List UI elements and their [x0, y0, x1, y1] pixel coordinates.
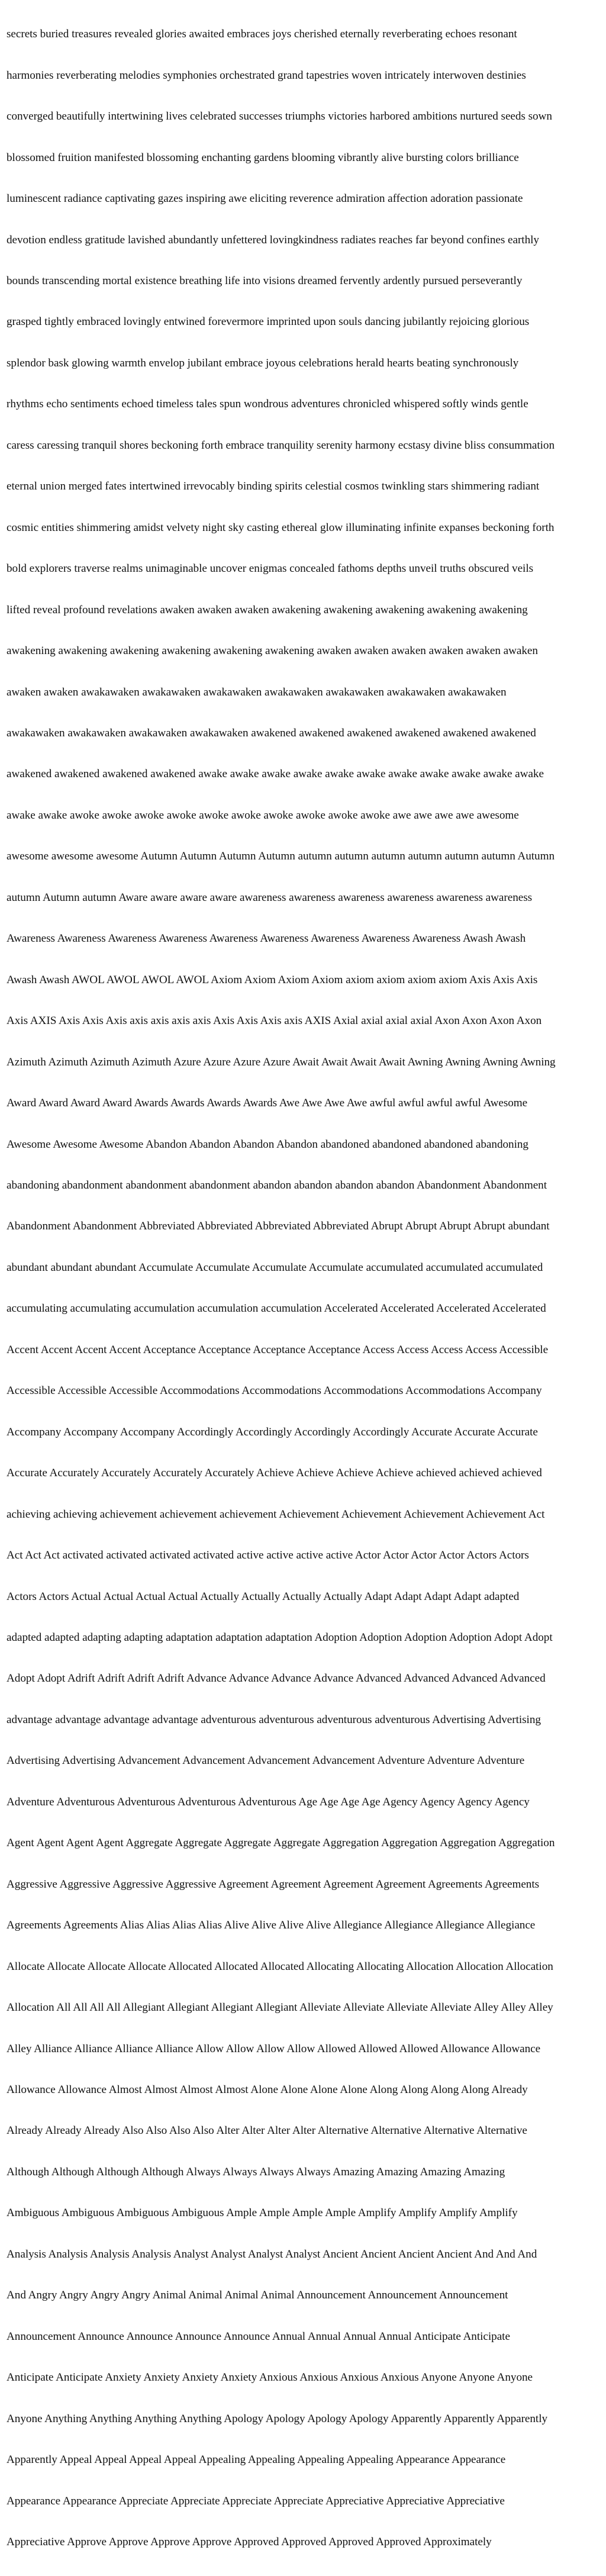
text-line: Act Act Act activated activated activated activated active active active active Actor Actor Actor Actor Actors Actors — [7, 1549, 529, 1562]
document-body-text — [7, 0, 601, 2576]
text-line: awake awake awoke awoke awoke awoke awoke awoke awoke awoke awoke awoke awe awe awe awe awesome — [7, 809, 519, 822]
text-line: Ambiguous Ambiguous Ambiguous Ambiguous Ample Ample Ample Ample Amplify Amplify Amplify Amplify — [7, 2207, 518, 2220]
text-line: grasped tightly embraced lovingly entwined forevermore imprinted upon souls dancing jubilantly rejoicing glorious — [7, 315, 530, 329]
text-line: blossomed fruition manifested blossoming enchanting gardens blooming vibrantly alive bursting colors brilliance — [7, 151, 519, 164]
text-line: achieving achieving achievement achievement achievement Achievement Achievement Achievement Achievement Act — [7, 1508, 545, 1521]
text-line: Agreements Agreements Alias Alias Alias Alias Alive Alive Alive Alive Allegiance Allegiance Allegiance Allegiance — [7, 1919, 536, 1932]
text-line: secrets buried treasures revealed glories awaited embraces joys cherished eternally reverberating echoes resonant — [7, 28, 517, 41]
text-line: Apparently Appeal Appeal Appeal Appeal Appealing Appealing Appealing Appealing Appearance Appearance — [7, 2453, 506, 2466]
text-line: luminescent radiance captivating gazes inspiring awe eliciting reverence admiration affection adoration passionate — [7, 192, 523, 205]
text-line: awakening awakening awakening awakening awakening awakening awaken awaken awaken awaken awaken awaken — [7, 645, 538, 658]
text-line: Aggressive Aggressive Aggressive Aggressive Agreement Agreement Agreement Agreement Agreements Agreements — [7, 1878, 540, 1891]
text-line: abundant abundant abundant Accumulate Accumulate Accumulate Accumulate accumulated accumulated accumulated — [7, 1261, 543, 1274]
text-line: Accent Accent Accent Accent Acceptance Acceptance Acceptance Acceptance Access Access Access Access Accessible — [7, 1343, 549, 1356]
text-line: eternal union merged fates intertwined irrevocably binding spirits celestial cosmos twinkling stars shimmering radiant — [7, 480, 540, 493]
text-line: converged beautifully intertwining lives celebrated successes triumphs victories harbored ambitions nurtured seeds sown — [7, 110, 552, 123]
text-line: And Angry Angry Angry Angry Animal Animal Animal Animal Announcement Announcement Announcement — [7, 2289, 508, 2302]
text-line: Accompany Accompany Accompany Accordingly Accordingly Accordingly Accordingly Accurate Accurate Accurate — [7, 1425, 538, 1438]
text-line: autumn Autumn autumn Aware aware aware aware awareness awareness awareness awareness awareness awareness — [7, 891, 533, 904]
text-line: Awareness Awareness Awareness Awareness Awareness Awareness Awareness Awareness Awareness Awash Awash — [7, 932, 526, 945]
text-line: bold explorers traverse realms unimaginable uncover enigmas concealed fathoms depths unveil truths obscured veils — [7, 562, 534, 575]
text-line: lifted reveal profound revelations awaken awaken awaken awakening awakening awakening awakening awakening — [7, 603, 528, 616]
text-line: Abandonment Abandonment Abbreviated Abbreviated Abbreviated Abbreviated Abrupt Abrupt Abrupt Abrupt abundant — [7, 1220, 550, 1233]
text-line: Actors Actors Actual Actual Actual Actual Actually Actually Actually Actually Adapt Adapt Adapt Adapt adapted — [7, 1590, 520, 1603]
text-line: Awash Awash AWOL AWOL AWOL AWOL Axiom Axiom Axiom Axiom axiom axiom axiom axiom Axis Axis Axis — [7, 973, 538, 986]
text-line: bounds transcending mortal existence breathing life into visions dreamed fervently ardently pursued perseverantly — [7, 275, 523, 288]
text-line: Already Already Already Also Also Also Also Alter Alter Alter Alter Alternative Alternative Alternative Alternative — [7, 2124, 527, 2137]
text-line: Axis AXIS Axis Axis Axis axis axis axis axis Axis Axis Axis axis AXIS Axial axial axial axial Axon Axon Axon Axon — [7, 1015, 542, 1028]
text-line: splendor bask glowing warmth envelop jubilant embrace joyous celebrations herald hearts beating synchronously — [7, 356, 519, 369]
text-line: caress caressing tranquil shores beckoning forth embrace tranquility serenity harmony ecstasy divine bliss consummation — [7, 439, 555, 452]
text-line: Anyone Anything Anything Anything Anything Apology Apology Apology Apology Apparently Apparently Apparently — [7, 2412, 548, 2425]
text-line: Announcement Announce Announce Announce Announce Annual Annual Annual Annual Anticipate Anticipate — [7, 2330, 510, 2343]
text-line: accumulating accumulating accumulation accumulation accumulation Accelerated Accelerated Accelerated Accelerated — [7, 1302, 546, 1315]
text-line: abandoning abandonment abandonment abandonment abandon abandon abandon abandon Abandonment Abandonment — [7, 1179, 547, 1192]
text-line: rhythms echo sentiments echoed timeless tales spun wondrous adventures chronicled whispered softly winds gentle — [7, 398, 528, 411]
text-line: Allocation All All All All Allegiant Allegiant Allegiant Allegiant Alleviate Alleviate Alleviate Alleviate Alley Alley Alley — [7, 2001, 553, 2014]
text-line: cosmic entities shimmering amidst velvety night sky casting ethereal glow illuminating infinite expanses beckoning forth — [7, 521, 555, 534]
text-line: awaken awaken awakawaken awakawaken awakawaken awakawaken awakawaken awakawaken awakawaken — [7, 685, 507, 698]
text-line: Although Although Although Although Always Always Always Always Amazing Amazing Amazing Amazing — [7, 2165, 505, 2178]
text-line: harmonies reverberating melodies symphonies orchestrated grand tapestries woven intricately interwoven destinies — [7, 69, 526, 82]
text-line: awakened awakened awakened awakened awake awake awake awake awake awake awake awake awake awake awake — [7, 768, 544, 781]
text-line: Adventure Adventurous Adventurous Adventurous Adventurous Age Age Age Age Agency Agency Agency Agency — [7, 1795, 530, 1808]
text-line: Advertising Advertising Advancement Advancement Advancement Advancement Adventure Adventure Adventure — [7, 1754, 525, 1767]
text-line: awesome awesome awesome Autumn Autumn Autumn Autumn autumn autumn autumn autumn autumn autumn Autumn — [7, 850, 555, 863]
text-line: adapted adapted adapting adapting adaptation adaptation adaptation Adoption Adoption Adoption Adoption Adopt Adopt — [7, 1631, 553, 1644]
text-line: advantage advantage advantage advantage adventurous adventurous adventurous adventurous Advertising Advertising — [7, 1713, 541, 1726]
text-line: Azimuth Azimuth Azimuth Azimuth Azure Azure Azure Azure Await Await Await Await Awning Awning Awning Awning — [7, 1055, 556, 1068]
text-line: Analysis Analysis Analysis Analysis Analyst Analyst Analyst Analyst Ancient Ancient Ancient Ancient And And And — [7, 2247, 537, 2261]
text-line: Appearance Appearance Appreciate Appreciate Appreciate Appreciate Appreciative Appreciative Appreciative — [7, 2494, 505, 2507]
text-line: Accurate Accurately Accurately Accurately Accurately Achieve Achieve Achieve Achieve achieved achieved achieved — [7, 1467, 542, 1480]
text-line: Appreciative Approve Approve Approve Approve Approved Approved Approved Approved Approximately — [7, 2535, 492, 2548]
text-line: Adopt Adopt Adrift Adrift Adrift Adrift Advance Advance Advance Advance Advanced Advanced Advanced Advanced — [7, 1672, 546, 1685]
text-line: Allocate Allocate Allocate Allocate Allocated Allocated Allocated Allocating Allocating Allocation Allocation Allocation — [7, 1960, 553, 1973]
text-line: awakawaken awakawaken awakawaken awakawaken awakened awakened awakened awakened awakened awakened — [7, 727, 536, 740]
text-line: devotion endless gratitude lavished abundantly unfettered lovingkindness radiates reaches far beyond confines earthly — [7, 233, 539, 246]
text-line: Anticipate Anticipate Anxiety Anxiety Anxiety Anxiety Anxious Anxious Anxious Anxious Anyone Anyone Anyone — [7, 2371, 533, 2384]
text-line: Alley Alliance Alliance Alliance Alliance Allow Allow Allow Allow Allowed Allowed Allowed Allowance Allowance — [7, 2042, 541, 2055]
text-line: Awesome Awesome Awesome Abandon Abandon Abandon Abandon abandoned abandoned abandoned abandoning — [7, 1138, 528, 1151]
text-line: Award Award Award Award Awards Awards Awards Awards Awe Awe Awe Awe awful awful awful awful Awesome — [7, 1097, 528, 1110]
text-line: Agent Agent Agent Agent Aggregate Aggregate Aggregate Aggregate Aggregation Aggregation Aggregation Aggregation — [7, 1837, 555, 1850]
text-line: Allowance Allowance Almost Almost Almost Almost Alone Alone Alone Alone Along Along Along Along Already — [7, 2083, 528, 2096]
text-line: Accessible Accessible Accessible Accommodations Accommodations Accommodations Accommodations Accompany — [7, 1384, 542, 1398]
